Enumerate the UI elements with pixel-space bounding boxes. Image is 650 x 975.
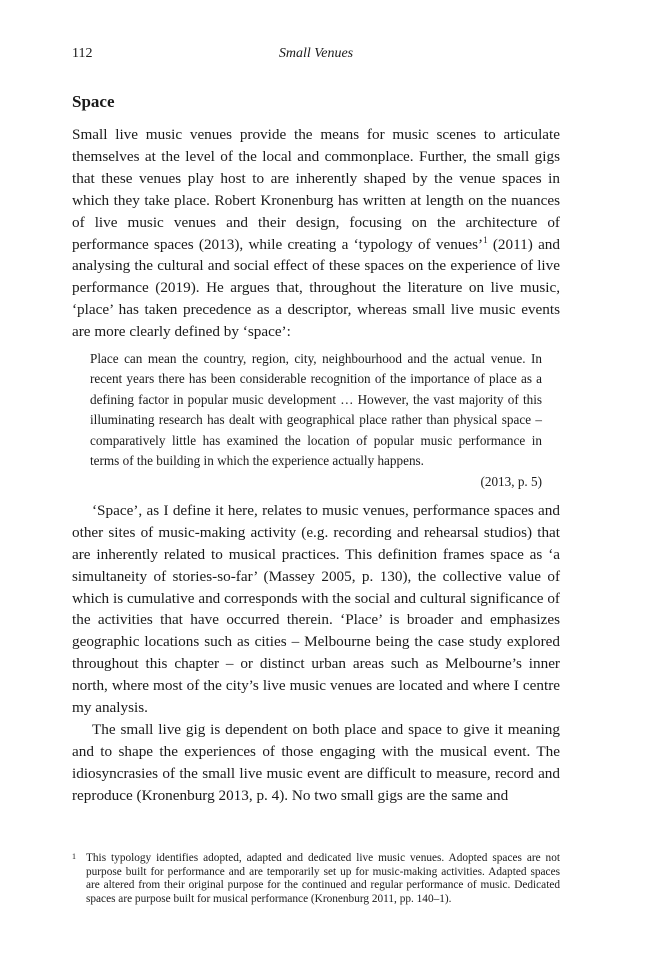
paragraph-2: ‘Space’, as I define it here, relates to music venues, performance spaces and other sites of music-making activity (e.g. recording and rehearsal studios) that are inherently related to musical practices. This definition frames space as ‘a simultaneity of stories-so-far’ (Massey 2005, p. 130), the collective value of which is cumulative and corresponds with the social and cultural significance of the activities that have occurred therein. ‘Place’ is broader and emphasizes geographic locations such as cities – Melbourne being the case study explored throughout this chapter – or distinct urban areas such as Melbourne’s inner north, where most of the city’s live music venues are located and where I centre my analysis. [72, 501, 560, 717]
footnote-reference[interactable]: 1 [483, 234, 488, 245]
footnote-text: This typology identifies adopted, adapted and dedicated live music venues. Adopted spaces are not purpose built for performance and are temporarily set up for music-making activities. Adapted spaces are altered from their original purpose for the continued and regular performance of music. Dedicated spaces are purpose built for musical performance (Kronenburg 2011, pp. 140–1). [86, 852, 560, 905]
running-head: Small Venues [278, 46, 354, 61]
block-quote-citation: (2013, p. 5) [480, 473, 542, 489]
block-quote-text: Place can mean the country, region, city, neighbourhood and the actual venue. In recent years there has been considerable recognition of the importance of place as a defining factor in popular music development … However, the vast majority of this illuminating research has dealt with geographical place rather than physical space – comparatively little has examined the location of popular music performance in terms of the building in which the experience actually happens. [90, 351, 542, 469]
paragraph-1 [72, 124, 560, 343]
page-number: 112 [72, 46, 93, 61]
block-quote [90, 349, 542, 492]
footnote-mark: 1 [72, 852, 76, 861]
page-header [72, 46, 560, 68]
body-text [72, 124, 560, 807]
section-heading: Space [72, 92, 115, 111]
footnote [72, 852, 560, 906]
paragraph-3: The small live gig is dependent on both place and space to give it meaning and to shape the experiences of those engaging with the musical event. The idiosyncrasies of the small live music event are difficult to measure, record and reproduce (Kronenburg 2013, p. 4). No two small gigs are the same and [72, 720, 560, 804]
paragraph-1-part-a: Small live music venues provide the means for music scenes to articulate themselves at the level of the local and commonplace. Further, the small gigs that these venues play host to are inherently shaped by the venue spaces in which they take place. Robert Kronenburg has written at length on the nuances of live music venues and their design, focusing on the architecture of performance spaces (2013), while creating a ‘typology of venues’ [72, 126, 560, 253]
paragraph-1-part-b: (2011) and analysing the cultural and social effect of these spaces on the experience of live performance (2019). He argues that, throughout the literature on live music, ‘place’ has taken precedence as a descriptor, whereas small live music events are more clearly defined by ‘space’: [72, 235, 560, 341]
